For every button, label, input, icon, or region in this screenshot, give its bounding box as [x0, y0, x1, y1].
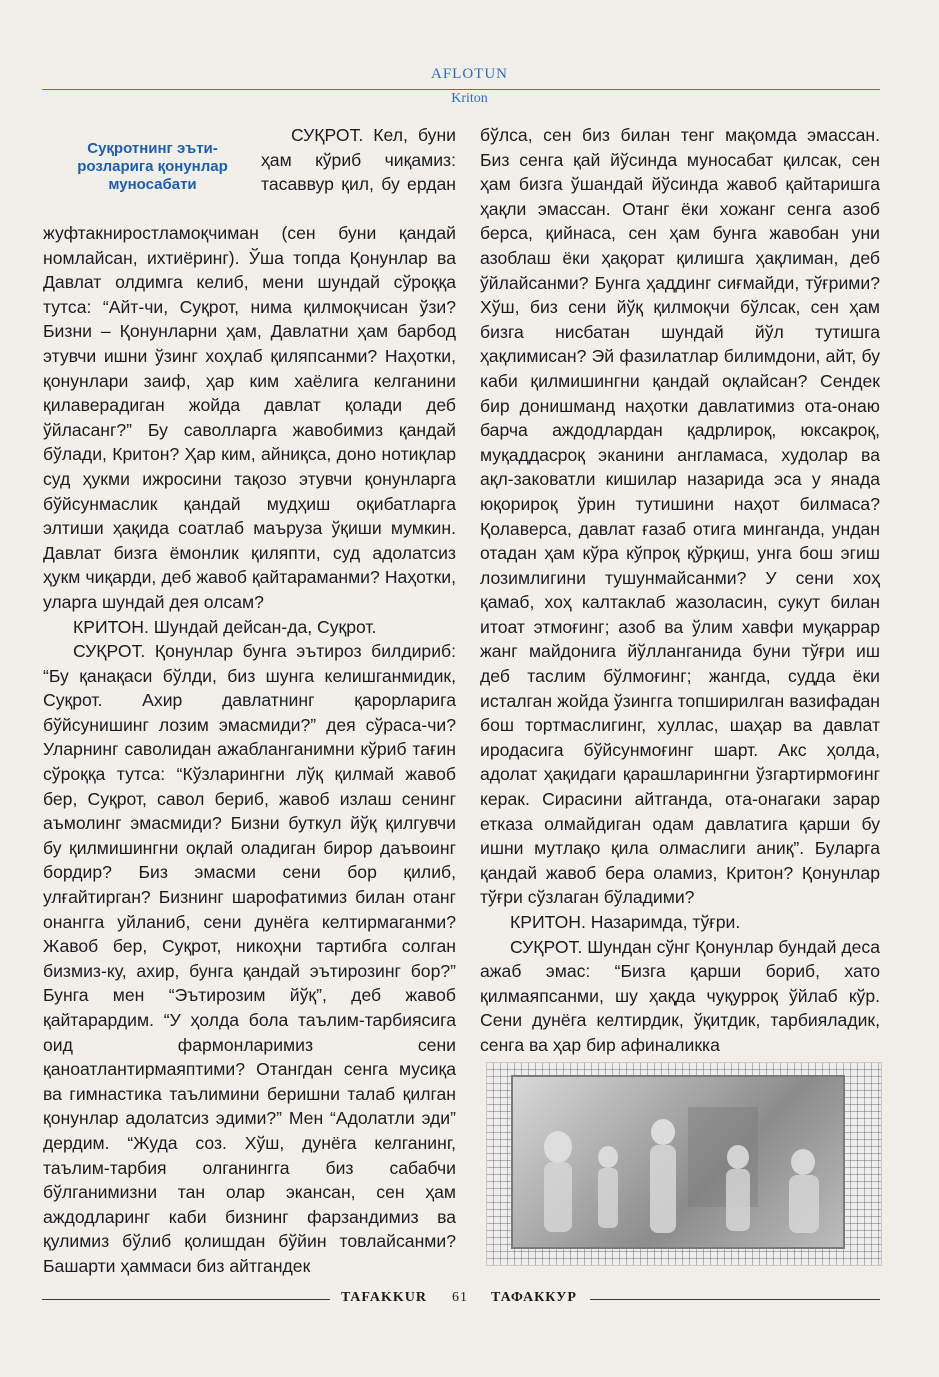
footer-journal-latin: TAFAKKUR — [341, 1290, 428, 1305]
paragraph: СУҚРОТ. Кел, буни ҳам кўриб чиқамиз: тасаввур қил, бу ердан жуфтакниростламоқчиман (сен буни қандай номлайсан, ихтиёринг). Ўша топда Қонунлар ва Давлат олдимга келиб, мени шундай сўроққа тутса: “Айт-чи, Суқрот, нима қилмоқчисан ўзи? Бизни – Қонунларни ҳам, Давлатни ҳам барбод этувчи ишни ўзинг хоҳлаб қиляпсанми? Наҳотки, қонунлари заиф, ҳар ким хаёлига келганини қилаверадиган жойда давлат қолади деб ўйласанг?” Бу саволларга жавобимиз қандай бўлади, Критон? Ҳар ким, айниқса, доно нотиқлар суд ҳукми ижросини тақозо этувчи қонунларга бўйсунмаслик қандай мудҳиш оқибатларга элтиши ҳақида соатлаб маъруза ўқиши мумкин. Давлат бизга ёмонлик қиляпти, суд адолатсиз ҳукм чиқарди, деб жавоб қайтараманми? Наҳотки, уларга шундай дея олсам? — [43, 125, 456, 612]
paragraph: КРИТОН. Назаримда, тўғри. — [510, 912, 741, 932]
footer-rule-left — [42, 1299, 330, 1300]
page-number: 61 — [452, 1290, 468, 1305]
right-column — [480, 123, 880, 1058]
running-header-title: AFLOTUN — [431, 66, 508, 82]
footer-journal-cyrillic: ТАФАККУР — [491, 1290, 577, 1305]
footer-rule-right — [590, 1299, 880, 1300]
relief-illustration — [486, 1062, 882, 1266]
relief-figures-icon — [513, 1077, 843, 1247]
left-column — [43, 123, 456, 1279]
running-header-subtitle: Kriton — [451, 91, 488, 106]
paragraph: СУҚРОТ. Шундан сўнг Қонунлар бундай деса ажаб эмас: “Бизга қарши бориб, хато қилмаяпсанми, шу ҳақда чуқурроқ ўйлаб кўр. Сени дунёга келтирдик, ўқитдик, тарбияладик, сенга ва ҳар бир афиналикка — [480, 936, 880, 1055]
header-rule — [42, 89, 880, 90]
paragraph: бўлса, сен биз билан тенг мақомда эмассан. Биз сенга қай йўсинда муносабат қилсак, сен ҳам бизга ўшандай йўсинда жавоб қайтаришга ҳақли эмассан. Отанг ёки хожанг сенга азоб берса, қийнаса, сен ҳам бунга жавобан уни азоблаш ёки ҳақорат қилишга ҳақлиман, деб ўйлайсанми? Бунга ҳаддинг сиғмайди, тўғрими? Хўш, биз сени йўқ қилмоқчи бўлсак, сен ҳам бизга нисбатан шундай йўл тутишга ҳақлимисан? Эй фазилатлар билимдони, айт, бу каби қилмишингни қандай оқлайсан? Сендек бир донишманд наҳотки давлатимиз ота-онаю барча аждодлардан қадрлироқ, юксакроқ, муқаддасроқ эканини англамаса, худолар ва ақл-заковатли кишилар назарида эса у янада юқорироқ ўрин тутишини наҳот билмаса? Қолаверса, давлат ғазаб отига минганда, ундан отадан ҳам кўра кўпроқ қўрқиш, унга бош эгиш лозимлигини тушунмайсанми? У сени хоҳ қамаб, хоҳ калтаклаб жазоласин, сукут билан итоат этмоғинг; азоб ва ўлим хавфи муқаррар жанг майдонига йўлланганида буни тўғри иш деб таслим бўлмоғинг; жангда, судда ёки исталган жойда ўзингга топширилган вазифадан бош тортмаслигинг, хуллас, шаҳар ва давлат иродасига бўйсунмоғинг шарт. Акс ҳолда, адолат ҳақидаги қарашларингни ўзгартирмоғинг керак. Сирасини айтганда, ота-онагаки зарар етказа олмайдиган одам давлатига қарши бу ишни мутлақо қила олмаслиги аниқ”. Буларга қандай жавоб бера оламиз, Критон? Қонунлар тўғри сўзлаган бўладими? — [480, 125, 880, 908]
sidebar-heading: Суқротнинг эъти-розларига қонунлар муносабати — [77, 140, 228, 193]
sidebar-spacer — [43, 123, 261, 221]
paragraph: КРИТОН. Шундай дейсан-да, Суқрот. — [73, 616, 377, 637]
paragraph: СУҚРОТ. Қонунлар бунга эътироз билдириб: “Бу қанақаси бўлди, биз шунга келишганмидик, Суқрот. Ахир давлатнинг қарорларига бўйсунишинг лозим эмасмиди?” дея сўраса-чи? Уларнинг саволидан ажабланганимни кўриб тағин сўроққа тутса: “Кўзларингни лўқ қилмай жавоб бер, Суқрот, савол бериб, жавоб излаш сенинг аъмолинг эмасмиди? Бизни буткул йўқ қилгувчи бу қилмишингни оқлай оладиган бирор даъвоинг бордир? Биз эмасми сени бор қилиб, улғайтирган? Бизнинг шарофатимиз билан отанг онангга уйланиб, сени дунёга келтирмаганми? Жавоб бер, Суқрот, никоҳни тартибга солган бизмиз-ку, ахир, бунга қандай эътирозинг бор?” Бунга мен “Эътирозим йўқ”, деб жавоб қайтарардим. “У ҳолда бола таълим-тарбиясига оид фармонларимиз сени қаноатлантирмаяптими? Отангдан сенга мусиқа ва гимнастика таълимини беришни талаб қилган қонунлар адолатсиз эдими?” Мен “Адолатли эди” дердим. “Жуда соз. Хўш, дунёга келганинг, таълим-тарбия олганингга биз сабабчи бўлганимизни тан олар экансан, сен ҳам аждодларинг каби бизнинг фарзандимиз ва қулимиз бўлиб қолишдан бўйин товлайсанми? Башарти ҳаммаси биз айтгандек — [43, 641, 456, 1276]
stone-relief-image — [511, 1075, 845, 1249]
